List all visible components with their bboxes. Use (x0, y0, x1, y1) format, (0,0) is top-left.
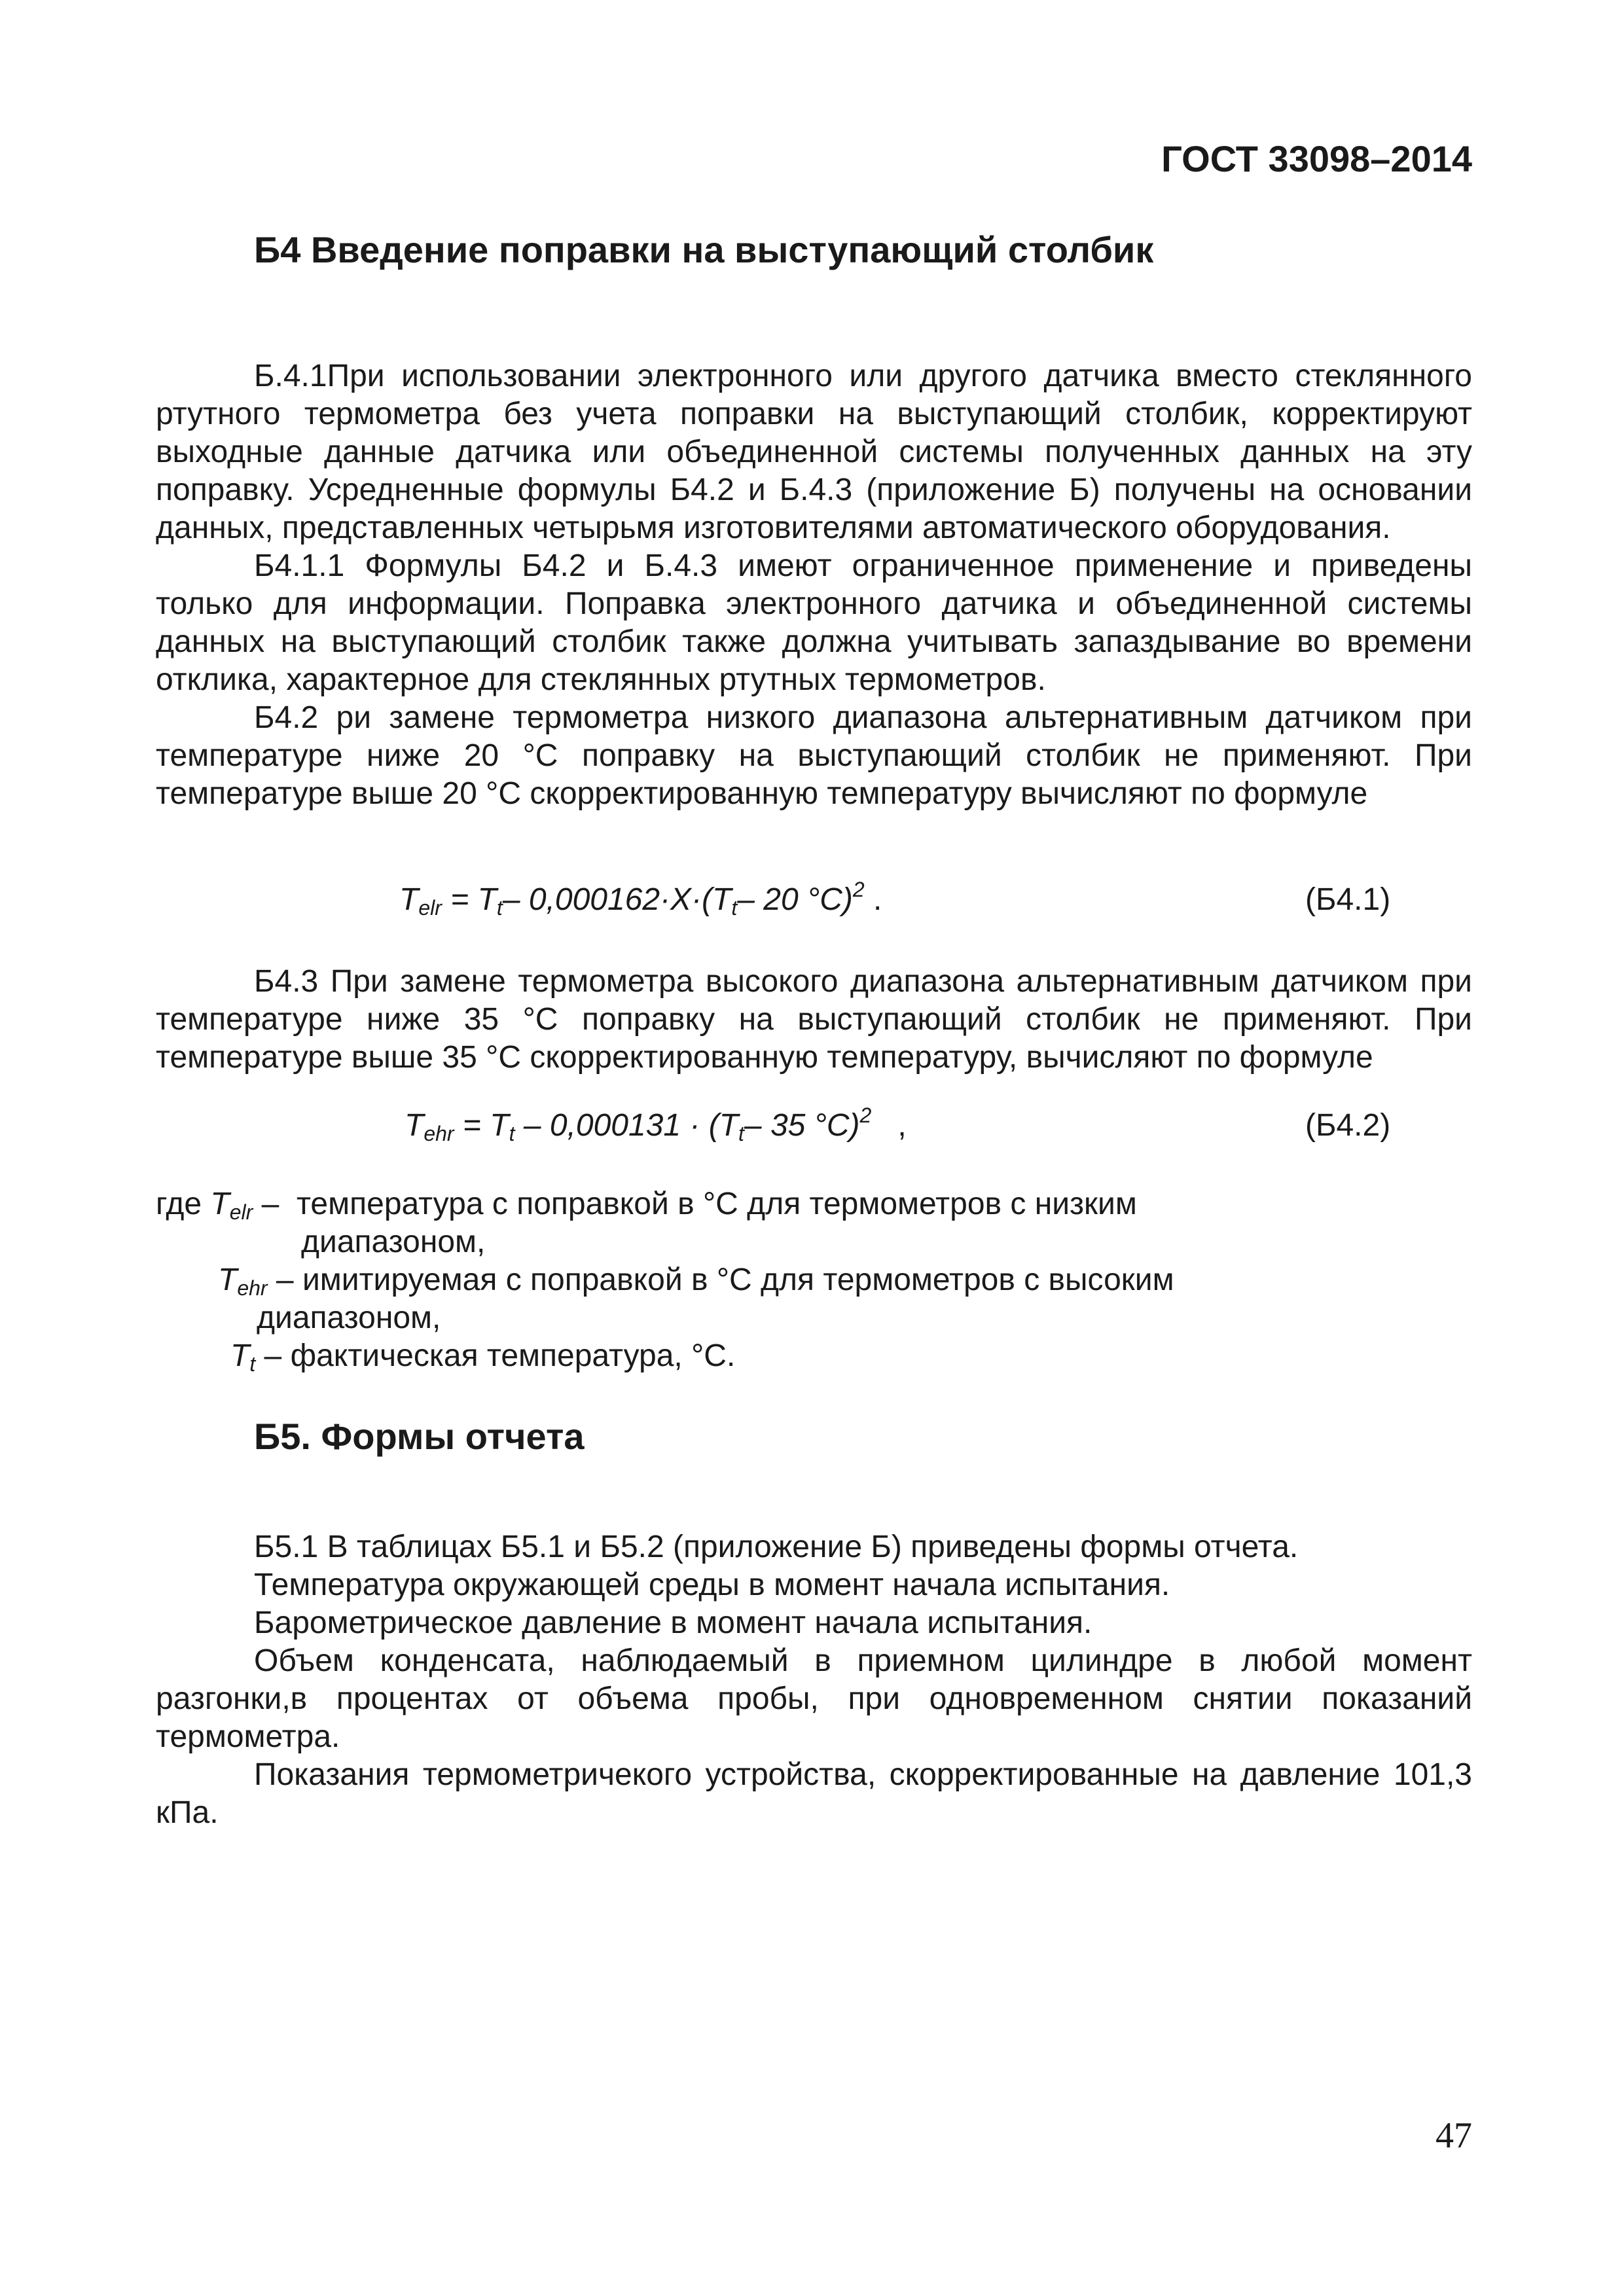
formula-b4-2: $T_{ehr} = T_t - 0,000131 \cdot (T_t-$ 35 °С)$^2$ , (405, 1103, 907, 1145)
section-b4-title: Б4 Введение поправки на выступающий столбик (254, 229, 1154, 270)
section-b5-title: Б5. Формы отчета (254, 1416, 585, 1457)
section-b4-text (156, 357, 1472, 813)
paragraph-b5-2: Температура окружающей среды в момент начала испытания. (254, 1568, 1170, 1602)
paragraph-b4-1-1: Б4.1.1 Формулы Б4.2 и Б.4.3 имеют ограниченное применение и приведены только для информации. Поправка электронного датчика и объединенной системы данных на выступающий столбик также должна учитывать запаздывание во времени отклика, характерное для стеклянных ртутных термометров. (156, 548, 1472, 697)
paragraph-b5-4: Объем конденсата, наблюдаемый в приемном цилиндре в любой момент разгонки,в процентах от объема пробы, при одновременном снятии показаний термометра. (156, 1643, 1472, 1754)
paragraph-b4-2: Б4.2 ри замене термометра низкого диапазона альтернативным датчиком при температуре ниже 20 °С поправку на выступающий столбик не применяют. При температуре выше 20 °С скорректированную температуру вычисляют по формуле (156, 700, 1472, 811)
paragraph-b5-5: Показания термометричекого устройства, скорректированные на давление 101,3 кПа. (156, 1757, 1472, 1830)
paragraph-b4-3: Б4.3 При замене термометра высокого диапазона альтернативным датчиком при температуре ниже 35 °С поправку на выступающий столбик не применяют. При температуре выше 35 °С скорректированную температуру, вычисляют по формуле (156, 964, 1472, 1075)
section-b5-text (156, 1528, 1472, 1832)
formula-number-b4-2: (Б4.2) (1305, 1108, 1391, 1143)
formula-b4-1: $T_{elr} = T_t-$ $0,000162\cdot X\cdot(T_t-$ 20 °С)$^2$ . (399, 878, 882, 920)
formula-number-b4-1: (Б4.1) (1305, 882, 1391, 917)
legend-t: $T_t$ – фактическая температура, °С. (230, 1338, 736, 1376)
paragraph-b5-1: Б5.1 В таблицах Б5.1 и Б5.2 (приложение Б) приведены формы отчета. (254, 1530, 1299, 1564)
section-b4-3-text (156, 963, 1472, 1077)
page-number: 47 (1435, 2115, 1472, 2156)
paragraph-b5-3: Барометрическое давление в момент начала испытания. (254, 1605, 1092, 1640)
legend-elr-continuation: диапазоном, (301, 1225, 486, 1259)
legend-elr: где $T_{elr}$ – температура с поправкой в °С для термометров с низким (156, 1187, 1137, 1224)
legend-ehr: $T_{ehr}$ – имитируемая с поправкой в °С для термометров с высоким (218, 1263, 1174, 1300)
standard-code: ГОСТ 33098–2014 (1161, 138, 1472, 179)
legend-ehr-continuation: диапазоном, (257, 1300, 441, 1335)
paragraph-b4-1: Б.4.1При использовании электронного или другого датчика вместо стеклянного ртутного термометра без учета поправки на выступающий столбик, корректируют выходные данные датчика или объединенной системы полученных данных на эту поправку. Усредненные формулы Б4.2 и Б.4.3 (приложение Б) получены на основании данных, представленных четырьмя изготовителями автоматического оборудования. (156, 359, 1472, 545)
